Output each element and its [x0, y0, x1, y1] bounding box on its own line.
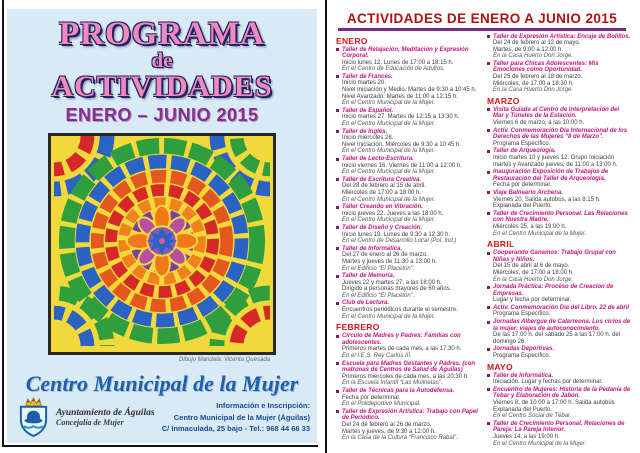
activity-venue: En el Centro Municipal de la Mujer. — [342, 148, 436, 155]
activity-item — [336, 409, 480, 442]
bullet-icon — [487, 129, 490, 132]
activity-item — [336, 333, 480, 359]
bullet-icon — [487, 422, 490, 425]
activity-title: Visita Guiada al Centro de Interpretación del Mar y Túneles de la Estación. — [493, 106, 620, 120]
activity-detail: Iniciación. Lugar y fechas por determinar. — [493, 379, 603, 386]
activity-detail: Martes, de 9:00 a 12:00 h. — [493, 46, 564, 53]
activity-item — [487, 128, 631, 148]
poster-title-line2: de — [151, 48, 173, 72]
activity-detail: Viernes 20. Salida autobús, a las 8:15 h. — [493, 196, 601, 203]
activity-detail: Inicio martes 10 y jueves 12. Grupo Iniciación martes y Avanzado jueves, de 11:00 a 13:00 h. — [493, 155, 618, 168]
center-name: Centro Municipal de la Mujer — [25, 371, 299, 397]
activity-detail: Inicio jueves 22. Jueves a las 18:00 h. — [342, 210, 444, 217]
bullet-icon — [487, 321, 490, 324]
activity-detail: Del 28 de febrero al 15 de abril. — [342, 183, 427, 190]
activity-detail: Jueves 14, a las 19:00 h. — [493, 433, 560, 440]
bullet-icon — [336, 48, 339, 51]
activity-title: Taller de Arqueología. — [493, 148, 556, 155]
activity-detail: Programa Específico. — [493, 353, 551, 360]
activity-venue: En la Escuela Infantil “Las Molinetas”. — [342, 380, 443, 387]
org-department: Concejalía de Mujer — [56, 418, 124, 427]
activity-venue: En la Casa Huerto Don Jorge. — [493, 87, 574, 94]
activity-title: Círculo de Madres y Padres: Familias con adolescentes. — [342, 333, 461, 346]
contact-info-address-phone: C/ Inmaculada, 25 bajo - Tel.: 968 44 66 33 — [161, 424, 310, 434]
schedule-page — [331, 6, 633, 453]
activity-item — [336, 47, 480, 73]
activity-detail: Del 24 de febrero al 26 de marzo. — [342, 421, 432, 428]
org-name: Ayuntamiento de Águilas — [56, 408, 155, 418]
bullet-icon — [487, 252, 490, 255]
activity-detail: Primeros martes de cada mes, a las 17:30 h. — [342, 346, 462, 353]
bullet-icon — [336, 335, 339, 338]
activity-detail: Nivel Iniciación. Miércoles de 9:30 a 10:45 h. — [342, 141, 462, 148]
bullet-icon — [487, 62, 490, 65]
activity-venue: En el Centro Municipal de la Mujer. — [342, 313, 436, 320]
page-fold-line-left — [2, 0, 4, 447]
activity-item — [487, 190, 631, 210]
activity-venue: En el Edificio “El Placetón”. — [342, 265, 415, 272]
activity-item — [336, 273, 480, 299]
activity-item — [487, 211, 631, 237]
activity-title: Taller de Informática. — [493, 372, 554, 379]
activity-item — [487, 305, 631, 318]
activity-item — [336, 246, 480, 272]
activity-detail: Martes y jueves de 11:30 a 13:00 h. — [342, 258, 437, 265]
bullet-icon — [487, 108, 490, 111]
activity-detail: Fecha por determinar. — [342, 394, 401, 401]
activity-detail: Miércoles, de 17:00 a 18:30 h. — [493, 80, 574, 87]
mandala-artwork-frame — [48, 133, 276, 355]
activity-title: Taller de Español. — [342, 107, 394, 114]
activity-venue: En el Centro Municipal de la Mujer. — [342, 217, 436, 224]
activity-title: Jornada Práctica: Proceso de Creación de Empresas. — [493, 284, 614, 297]
activity-detail: Del 15 de abril al 6 de mayo. — [493, 263, 570, 270]
activity-item — [336, 388, 480, 408]
activity-detail: Primeros miércoles de cada mes, a las 20:30 h. — [342, 373, 469, 380]
page-fold-line-center — [325, 0, 327, 453]
schedule-header: ACTIVIDADES DE ENERO A JUNIO 2015 — [346, 11, 618, 26]
activity-title: Taller de Lecto-Escritura. — [342, 156, 414, 162]
activity-detail: Programa Específico. — [493, 140, 551, 147]
activity-title: Taller de Francés. — [342, 73, 393, 80]
bullet-icon — [336, 390, 339, 393]
month-heading: MARZO — [487, 95, 520, 106]
activity-title: Viaje Balneario Archena. — [493, 189, 563, 196]
activity-venue: En el Centro Social de Tébar. — [493, 413, 572, 420]
bullet-icon — [336, 75, 339, 78]
month-heading: MAYO — [487, 361, 513, 372]
schedule-columns — [331, 31, 633, 449]
bullet-icon — [487, 348, 490, 351]
activity-venue: En el Centro Municipal de la Mujer. — [342, 196, 436, 203]
activity-item — [336, 156, 480, 176]
activity-detail: Inicio martes 20. — [342, 80, 387, 87]
bullet-icon — [487, 171, 490, 174]
activity-item — [336, 361, 480, 387]
activity-detail: Fecha por determinar. — [493, 182, 552, 189]
activity-venue: En la Casa de la Cultura “Francisco Rabal”. — [342, 435, 458, 442]
bullet-icon — [487, 191, 490, 194]
activity-detail: Inicio lunes 19. Lunes de 9:30 a 12:30 h. — [342, 231, 451, 238]
activity-detail: Encuentros periódicos durante el semestre. — [342, 307, 458, 314]
mandala-artwork — [54, 136, 270, 346]
activity-detail: Jueves 22 y martes 27, a las 18:00 h. — [342, 279, 442, 286]
activity-title: Jornadas Deportivas. — [493, 346, 555, 353]
bullet-icon — [336, 206, 339, 209]
bullet-icon — [336, 247, 339, 250]
activity-venue: En el Centro Municipal de la Mujer. — [342, 121, 436, 128]
activity-item — [487, 373, 631, 386]
activity-venue: En el Polideportivo Municipal. — [342, 401, 421, 408]
activity-venue: En la Casa Huerto Don Jorge. — [493, 53, 574, 60]
bullet-icon — [487, 35, 490, 38]
activity-detail: Del 25 de febrero al 18 de marzo. — [493, 74, 583, 81]
activity-title: Taller de Crecimiento Personal. Las Relaciones con Nuestra Madre. — [493, 210, 628, 224]
activity-title: Taller de Diseño y Creación. — [342, 224, 423, 231]
activity-title: Taller de Técnicas para la Autodefensa. — [342, 388, 455, 394]
activity-item — [487, 387, 631, 420]
activity-item — [336, 74, 480, 107]
activity-detail: Miércoles, de 17:00 a 18:00 h. — [493, 269, 574, 276]
activity-title: Taller de Expresión Artística: Trabajo con Papel de Periódico. — [342, 408, 478, 422]
activity-venue: En el Centro de Educación de Adultos. — [342, 66, 445, 73]
activity-item — [487, 107, 631, 127]
activity-title: Club de Lectura. — [342, 300, 390, 307]
activity-item — [487, 34, 631, 60]
poster-footer — [17, 397, 310, 438]
bullet-icon — [487, 212, 490, 215]
activity-title: Taller de Informática. — [342, 245, 403, 252]
activity-title: Taller Creando en Vibración. — [342, 204, 423, 211]
activity-venue: En el Centro Municipal de la Mujer. — [493, 440, 587, 447]
activity-venue: En el I.E.S. Rey Carlos III. — [342, 353, 412, 360]
bullet-icon — [487, 306, 490, 309]
activity-item — [487, 148, 631, 168]
bullet-icon — [487, 150, 490, 153]
bullet-icon — [336, 410, 339, 413]
contact-info-heading: Información e Inscripción: — [216, 401, 310, 411]
month-heading: ENERO — [336, 35, 368, 46]
activity-title: Jornadas Albergue de Calarreona. Los ciclos de la mujer: viajes de autoconocimiento. — [493, 319, 631, 332]
activity-title: Cooperando Ganamos: Trabajo Grupal con Niñas y Niños. — [493, 250, 616, 263]
activity-detail: Programa Específico. — [493, 311, 551, 318]
bullet-icon — [487, 374, 490, 377]
activity-detail: Del 24 de febrero al 12 de mayo. — [493, 40, 581, 47]
bullet-icon — [336, 302, 339, 305]
bullet-icon — [487, 286, 490, 289]
activity-venue: En la Casa Huerto Don Jorge. — [493, 276, 574, 283]
activity-item — [487, 250, 631, 283]
bullet-icon — [336, 362, 339, 365]
schedule-column-2 — [487, 34, 631, 449]
bullet-icon — [336, 109, 339, 112]
activity-detail: Explanada del Puerto. — [493, 203, 553, 210]
activity-title: Taller de Relajación, Meditación y Expresión Corporal. — [342, 46, 469, 60]
contact-info-center: Centro Municipal de la Mujer (Águilas) — [173, 412, 310, 422]
activity-title: Taller de Memoria. — [342, 273, 395, 280]
month-heading: FEBRERO — [336, 322, 380, 333]
activity-title: Inauguración Exposición de Trabajos de Restauración del Taller de Arqueología. — [493, 169, 609, 182]
activity-item — [336, 204, 480, 224]
activity-venue: En el Centro Municipal de la Mujer. — [493, 230, 587, 237]
activity-detail: Lugar y fecha por determinar. — [493, 297, 572, 304]
aguilas-crest-logo — [17, 397, 50, 438]
poster-subtitle-dates: ENERO – JUNIO 2015 — [65, 105, 259, 126]
activity-item — [487, 421, 631, 447]
activity-detail: Martes y jueves, de 9:30 a 12:00 h. — [342, 428, 436, 435]
activity-item — [336, 129, 480, 155]
activity-title: Taller de Crecimiento Personal. Relaciones de Pareja: La Pareja Interior. — [493, 420, 625, 434]
bullet-icon — [336, 226, 339, 229]
activity-item — [487, 346, 631, 359]
contact-info-block — [162, 400, 310, 435]
activity-item — [336, 177, 480, 203]
activity-detail: Inicio miércoles 28. — [342, 135, 394, 142]
poster-title-line1: PROGRAMA — [59, 16, 265, 52]
activity-item — [487, 169, 631, 189]
activity-title: Taller de Expresión Artística: Encaje de Bolillos. — [493, 33, 631, 40]
activity-detail: Inicio martes 27. Martes de 12:15 a 13:30 h. — [342, 114, 460, 121]
activity-detail: Dirigido a personas mayores de 60 años. — [342, 286, 452, 293]
activity-detail: De las 17:00 h. del sábado 25 a las 17:00 h. del domingo 26. — [493, 332, 621, 345]
activity-item — [336, 225, 480, 245]
poster-title-line3: ACTIVIDADES — [51, 69, 273, 103]
activity-detail: Inicio lunes 12. Lunes de 17:00 a 18:15 h. — [342, 59, 454, 66]
poster-page — [7, 9, 317, 443]
mandala-credit: Dibujo Mandala: Vicenta Quesada — [179, 357, 270, 364]
activity-detail: Viernes 6 de marzo, a las 10:00 h. — [493, 120, 585, 127]
activity-venue: En el Centro Municipal de la Mujer. — [342, 100, 436, 107]
month-heading: ABRIL — [487, 239, 515, 250]
activity-detail: Miércoles 25, a las 19:00 h. — [493, 223, 567, 230]
activity-venue: En el Centro Municipal de la Mujer. — [342, 169, 436, 176]
activity-venue: En el Centro de Desarrollo Local (Pol. Ind.) — [342, 238, 457, 245]
activity-title: Activ. Conmemoración Día Internacional de los Derechos de las Mujeres “8 de Marzo”. — [493, 127, 628, 141]
activity-title: Escuela para Madres Gestantes y Padres. (con matronas de Centros de Salud de Águilas) — [342, 360, 476, 374]
schedule-column-1 — [336, 34, 480, 449]
activity-detail: Nivel Avanzado. Martes de 11:00 a 12:15 h. — [342, 93, 458, 100]
activity-item — [336, 108, 480, 128]
page-fold-line-bottom — [2, 445, 318, 447]
activity-title: Activ. Conmemoración Día del Libro. 22 de abril — [493, 304, 630, 311]
municipality-block — [17, 397, 155, 438]
activity-title: Taller para Chicas Adolescentes: Mis Emociones como Oportunidad. — [493, 60, 599, 74]
activity-item — [487, 284, 631, 304]
activity-venue: En el Edificio “El Placetón”. — [342, 292, 415, 299]
activity-title: Taller de Escritura Creativa. — [342, 176, 422, 183]
activity-title: Encuentro de Mujeres: Historia de la Pedanía de Tébar y Elaboración de Jabón. — [493, 386, 631, 400]
activity-item — [487, 319, 631, 345]
bullet-icon — [336, 130, 339, 133]
bullet-icon — [336, 178, 339, 181]
activity-detail: Del 27 de enero al 26 de marzo. — [342, 252, 428, 259]
activity-detail: Miércoles de 17:00 a 18:00 h. — [342, 189, 422, 196]
bullet-icon — [336, 158, 339, 161]
activity-detail: Viernes 8, de 10:00 a 17:00 h. Salida autobús Explanada del Puerto. — [493, 400, 615, 413]
activity-detail: Inicio viernes 16. Viernes de 11:00 a 12:00 h. — [342, 162, 462, 169]
activity-detail: Nivel Iniciación y Medio. Martes de 9:30 a 10:45 h. — [342, 87, 477, 94]
bullet-icon — [487, 388, 490, 391]
activity-item — [336, 300, 480, 320]
activity-title: Taller de Inglés. — [342, 128, 388, 135]
bullet-icon — [336, 275, 339, 278]
activity-item — [487, 61, 631, 94]
